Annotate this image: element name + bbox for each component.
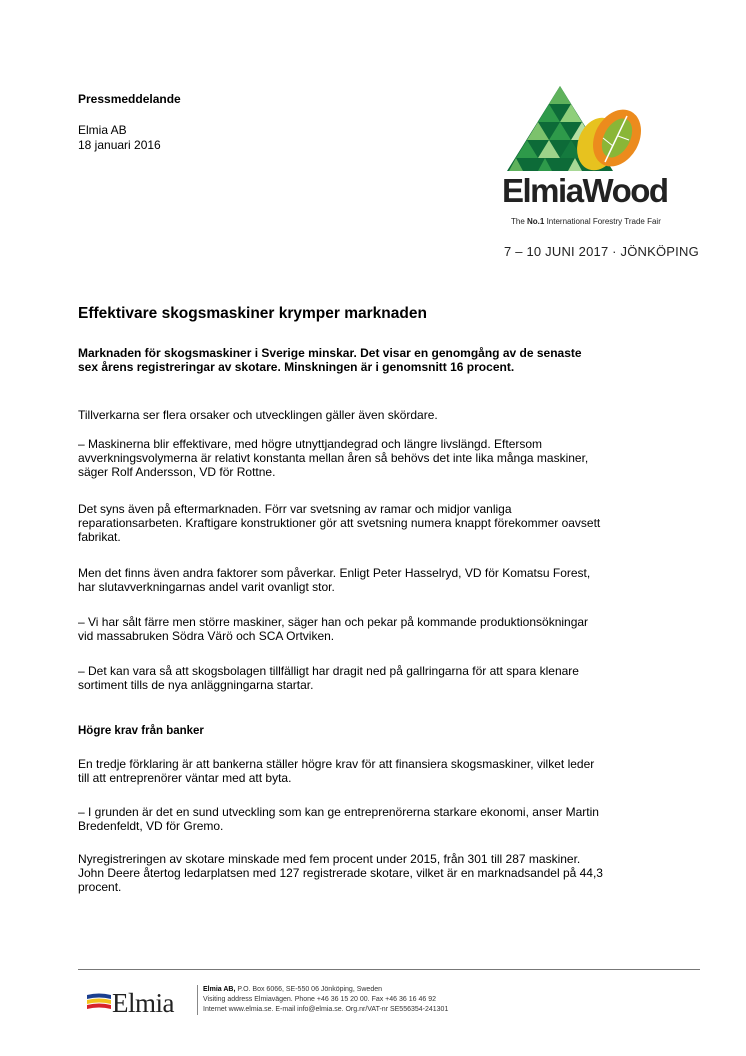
paragraph: – Det kan vara så att skogsbolagen tillfälligt har dragit ned på gallringarna för att spara klenare sortiment tills de nya anläggningarna startar.: [78, 664, 579, 692]
elmiawood-logo-graphic: [505, 86, 675, 176]
document-type-label: Pressmeddelande: [78, 92, 181, 106]
company-name: Elmia AB: [78, 123, 127, 137]
elmia-flag-icon: [86, 992, 112, 1012]
paragraph: En tredje förklaring är att bankerna ställer högre krav för att finansiera skogsmaskiner, vilket leder till att entreprenörer väntar med att byta.: [78, 757, 595, 785]
paragraph: – I grunden är det en sund utveckling som kan ge entreprenörerna starkare ekonomi, anser Martin Bredenfeldt, VD för Gremo.: [78, 805, 599, 833]
tree-leaf-icon: [505, 86, 675, 176]
footer-divider: [78, 969, 700, 970]
release-date: 18 januari 2016: [78, 138, 161, 152]
paragraph: Det syns även på eftermarknaden. Förr var svetsning av ramar och midjor vanliga reparationsarbeten. Kraftigare konstruktioner gör att svetsning numera knappt förekommer oavsett fabrikat.: [78, 502, 601, 544]
paragraph: Tillverkarna ser flera orsaker och utvecklingen gäller även skördare.: [78, 408, 438, 422]
paragraph: Men det finns även andra faktorer som påverkar. Enligt Peter Hasselryd, VD för Komatsu Forest, har slutavverkningarnas andel varit ovanligt stor.: [78, 566, 591, 594]
footer-separator: [197, 985, 198, 1015]
article-lead: Marknaden för skogsmaskiner i Sverige minskar. Det visar en genomgång av de senaste sex årens registreringar av skotare. Minskningen är i genomsnitt 16 procent.: [78, 346, 582, 374]
section-subheading: Högre krav från banker: [78, 725, 204, 737]
logo-tagline: The No.1 International Forestry Trade Fair: [511, 217, 661, 226]
elmiawood-wordmark: ElmiaWood: [502, 172, 668, 209]
paragraph: – Maskinerna blir effektivare, med högre utnyttjandegrad och längre livslängd. Eftersom avverkningsvolymerna är relativt konstanta mellan åren så behövs det inte lika många maskiner, säger Rolf Andersson, VD för Rottne.: [78, 437, 589, 479]
paragraph: Nyregistreringen av skotare minskade med fem procent under 2015, från 301 till 287 maskiner. John Deere återtog ledarplatsen med 127 registrerade skotare, vilket är en marknadsandel på 44,3 procent.: [78, 852, 603, 894]
article-headline: Effektivare skogsmaskiner krymper marknaden: [78, 305, 427, 322]
paragraph: – Vi har sålt färre men större maskiner, säger han och pekar på kommande produktionsökningar vid massabruken Södra Värö och SCA Ortviken.: [78, 615, 589, 643]
footer-contact-info: Elmia AB, P.O. Box 6066, SE-550 06 Jönköping, Sweden Visiting address Elmiavägen. Phone +46 36 15 20 00. Fax +46 36 16 46 92 Internet www.elmia.se. E-mail info@elmia.se. Org.nr/VAT-nr SE556354-241301: [203, 986, 449, 1013]
fair-dates: 7 – 10 JUNI 2017 · JÖNKÖPING: [504, 244, 699, 259]
elmia-footer-wordmark: Elmia: [112, 988, 174, 1018]
